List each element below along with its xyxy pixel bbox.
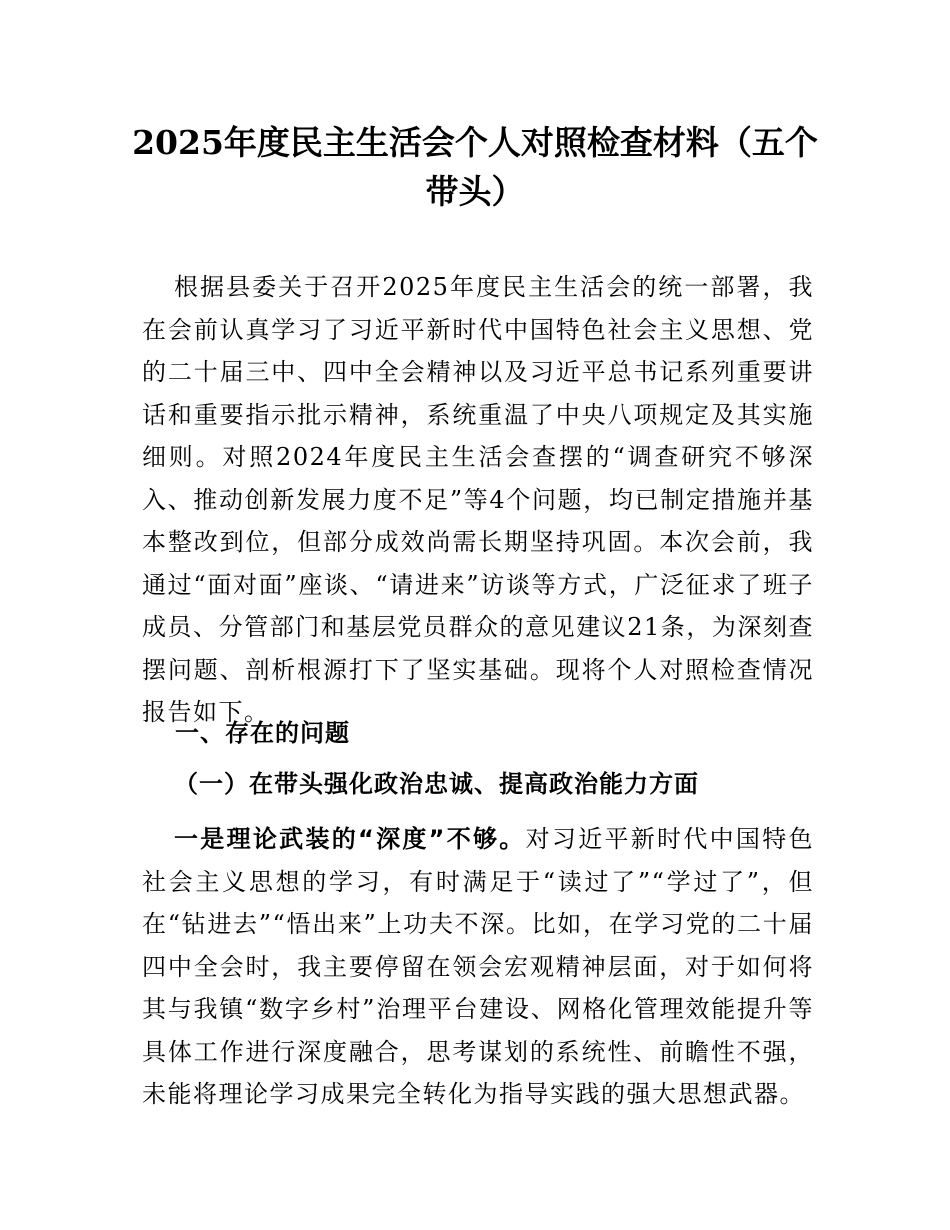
problem-point-body: 对习近平新时代中国特色社会主义思想的学习，有时满足于“读过了”“学过了”，但在“钻进去”“悟出来”上功夫不深。比如，在学习党的二十届四中全会时，我主要停留在领会宏观精神层面，对于如何将其与我镇“数字乡村”治理平台建设、网格化管理效能提升等具体工作进行深度融合，思考谋划的系统性、前瞻性不强，未能将理论学习成果完全转化为指导实践的强大思想武器。 <box>142 825 815 1108</box>
problem-point-lead: 一是理论武装的“深度”不够。 <box>174 825 526 853</box>
problem-point-paragraph <box>142 818 814 1116</box>
document-title: 2025年度民主生活会个人对照检查材料（五个带头） <box>132 123 818 211</box>
subsection-heading-political-loyalty: （一）在带头强化政治忠诚、提高政治能力方面 <box>174 769 699 798</box>
intro-paragraph: 根据县委关于召开2025年度民主生活会的统一部署，我在会前认真学习了习近平新时代中国特色社会主义思想、党的二十届三中、四中全会精神以及习近平总书记系列重要讲话和重要指示批示精神，系统重温了中央八项规定及其实施细则。对照2024年度民主生活会查摆的“调查研究不够深入、推动创新发展力度不足”等4个问题，均已制定措施并基本整改到位，但部分成效尚需长期坚持巩固。本次会前，我通过“面对面”座谈、“请进来”访谈等方式，广泛征求了班子成员、分管部门和基层党员群众的意见建议21条，为深刻查摆问题、剖析根源打下了坚实基础。现将个人对照检查情况报告如下。 <box>142 273 814 726</box>
section-heading-problems: 一、存在的问题 <box>175 719 350 747</box>
